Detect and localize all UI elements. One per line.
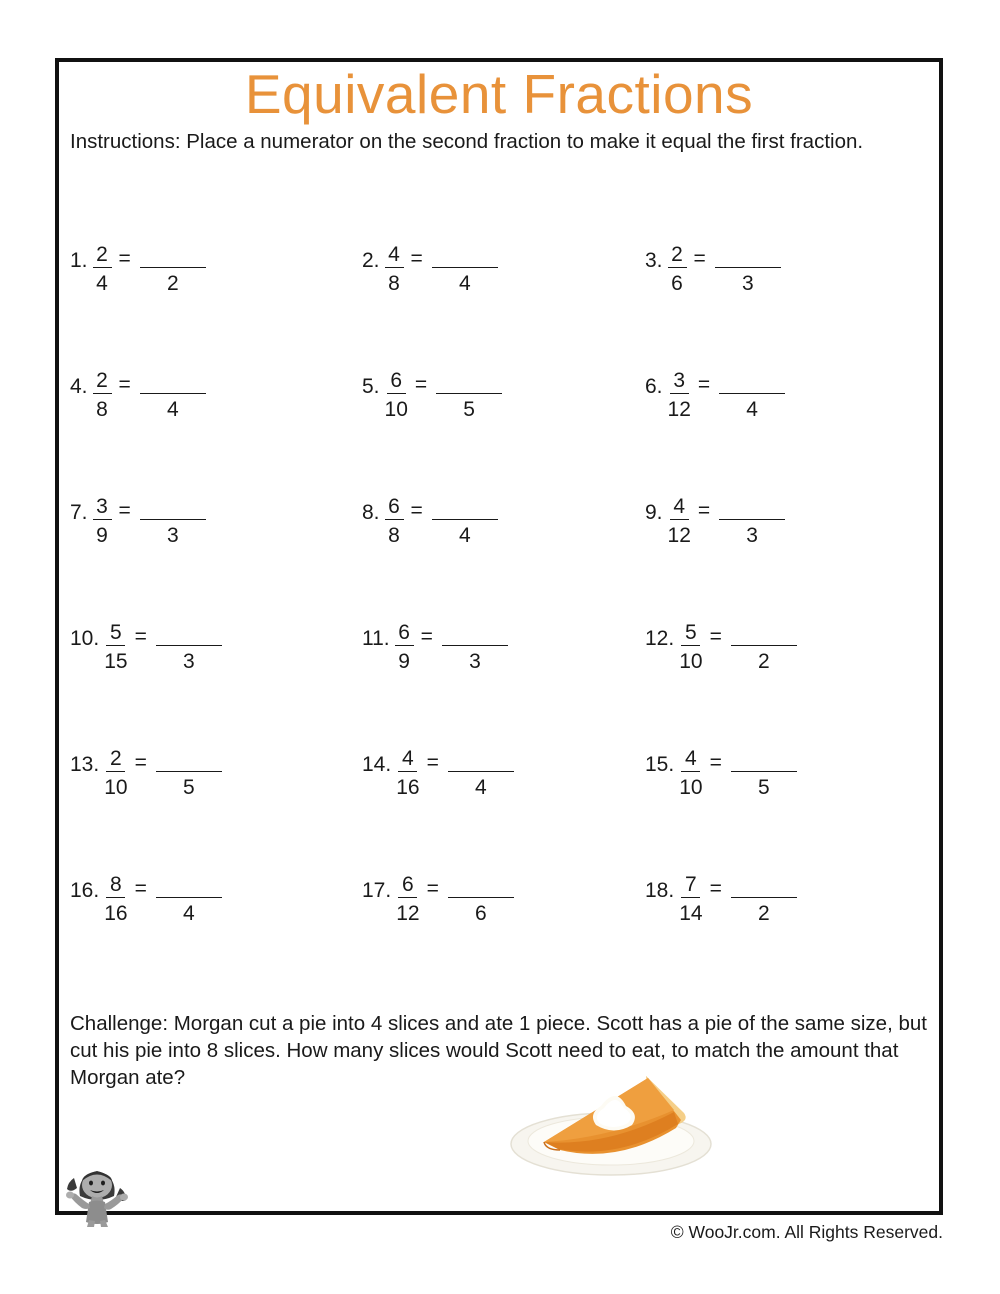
given-fraction bbox=[679, 748, 702, 799]
problem-row bbox=[70, 748, 950, 874]
answer-numerator-blank[interactable] bbox=[156, 748, 222, 772]
answer-numerator-blank[interactable] bbox=[731, 622, 797, 646]
answer-denominator: 2 bbox=[166, 272, 179, 295]
given-denominator: 14 bbox=[679, 902, 703, 925]
problem-grid bbox=[70, 244, 950, 974]
page-title: Equivalent Fractions bbox=[244, 63, 754, 125]
answer-denominator: 5 bbox=[463, 398, 475, 421]
given-fraction bbox=[104, 622, 127, 673]
given-numerator: 2 bbox=[668, 244, 687, 268]
problem-11 bbox=[362, 622, 508, 673]
answer-denominator: 3 bbox=[746, 524, 758, 547]
copyright-notice: © WooJr.com. All Rights Reserved. bbox=[670, 1222, 943, 1242]
given-numerator: 6 bbox=[385, 496, 404, 520]
equals-sign: = bbox=[134, 625, 147, 648]
given-numerator: 2 bbox=[93, 244, 112, 268]
problem-18 bbox=[645, 874, 797, 925]
answer-denominator: 3 bbox=[182, 650, 195, 673]
equals-sign: = bbox=[426, 751, 439, 774]
pie-slice-illustration bbox=[498, 1068, 724, 1180]
given-numerator: 4 bbox=[385, 244, 404, 268]
given-numerator: 3 bbox=[670, 370, 689, 394]
answer-fraction bbox=[432, 496, 498, 547]
answer-numerator-blank[interactable] bbox=[156, 622, 222, 646]
problem-13 bbox=[70, 748, 222, 799]
problem-number: 9. bbox=[645, 501, 663, 524]
given-numerator: 6 bbox=[395, 622, 414, 646]
answer-denominator: 4 bbox=[458, 524, 471, 547]
given-numerator: 4 bbox=[398, 748, 417, 772]
answer-numerator-blank[interactable] bbox=[448, 748, 514, 772]
equals-sign: = bbox=[709, 877, 722, 900]
answer-numerator-blank[interactable] bbox=[448, 874, 514, 898]
problem-8 bbox=[362, 496, 498, 547]
given-numerator: 4 bbox=[681, 748, 700, 772]
instructions-text: Instructions: Place a numerator on the second fraction to make it equal the first fraction. bbox=[70, 130, 864, 153]
given-fraction bbox=[395, 622, 414, 673]
answer-denominator: 5 bbox=[182, 776, 195, 799]
answer-fraction bbox=[448, 874, 514, 925]
problem-row bbox=[70, 244, 950, 370]
problem-number: 3. bbox=[645, 249, 663, 272]
answer-denominator: 5 bbox=[757, 776, 770, 799]
answer-numerator-blank[interactable] bbox=[140, 496, 206, 520]
problem-number: 17. bbox=[362, 879, 392, 902]
given-denominator: 8 bbox=[96, 398, 108, 421]
equals-sign: = bbox=[410, 499, 423, 522]
problem-row bbox=[70, 370, 950, 496]
given-denominator: 10 bbox=[679, 776, 703, 799]
given-denominator: 4 bbox=[96, 272, 108, 295]
given-fraction bbox=[668, 496, 691, 547]
given-numerator: 6 bbox=[387, 370, 406, 394]
given-fraction bbox=[679, 622, 702, 673]
problem-6 bbox=[645, 370, 785, 421]
answer-numerator-blank[interactable] bbox=[140, 370, 206, 394]
given-denominator: 8 bbox=[388, 524, 400, 547]
equals-sign: = bbox=[420, 625, 433, 648]
answer-denominator: 3 bbox=[741, 272, 754, 295]
answer-denominator: 2 bbox=[757, 650, 770, 673]
answer-fraction bbox=[436, 370, 502, 421]
problem-row bbox=[70, 496, 950, 622]
problem-1 bbox=[70, 244, 206, 295]
given-fraction bbox=[396, 874, 419, 925]
given-fraction bbox=[93, 370, 112, 421]
given-numerator: 2 bbox=[93, 370, 112, 394]
equals-sign: = bbox=[414, 373, 428, 396]
given-fraction bbox=[668, 370, 691, 421]
answer-numerator-blank[interactable] bbox=[442, 622, 508, 646]
answer-fraction bbox=[140, 244, 206, 295]
problem-12 bbox=[645, 622, 797, 673]
problem-16 bbox=[70, 874, 222, 925]
answer-denominator: 3 bbox=[469, 650, 481, 673]
given-denominator: 16 bbox=[104, 902, 128, 925]
answer-numerator-blank[interactable] bbox=[719, 496, 785, 520]
answer-denominator: 3 bbox=[166, 524, 179, 547]
problem-number: 11. bbox=[362, 627, 390, 650]
given-fraction bbox=[385, 370, 408, 421]
problem-number: 12. bbox=[645, 627, 675, 650]
given-fraction bbox=[385, 496, 404, 547]
given-numerator: 6 bbox=[398, 874, 417, 898]
answer-denominator: 6 bbox=[474, 902, 487, 925]
problem-row bbox=[70, 874, 950, 1000]
given-denominator: 12 bbox=[667, 524, 691, 547]
answer-numerator-blank[interactable] bbox=[719, 370, 785, 394]
equals-sign: = bbox=[693, 247, 706, 270]
answer-denominator: 4 bbox=[166, 398, 179, 421]
given-fraction bbox=[104, 748, 127, 799]
answer-denominator: 4 bbox=[746, 398, 758, 421]
given-numerator: 4 bbox=[670, 496, 689, 520]
answer-fraction bbox=[731, 874, 797, 925]
answer-fraction bbox=[448, 748, 514, 799]
answer-fraction bbox=[140, 496, 206, 547]
problem-number: 18. bbox=[645, 879, 675, 902]
answer-numerator-blank[interactable] bbox=[432, 496, 498, 520]
problem-2 bbox=[362, 244, 498, 295]
equals-sign: = bbox=[134, 877, 147, 900]
problem-number: 1. bbox=[70, 249, 88, 272]
equals-sign: = bbox=[118, 247, 131, 270]
equals-sign: = bbox=[709, 625, 722, 648]
equals-sign: = bbox=[410, 247, 423, 270]
problem-number: 7. bbox=[70, 501, 88, 524]
problem-number: 6. bbox=[645, 375, 663, 398]
answer-fraction bbox=[156, 874, 222, 925]
answer-fraction bbox=[731, 748, 797, 799]
problem-number: 16. bbox=[70, 879, 100, 902]
problem-10 bbox=[70, 622, 222, 673]
given-fraction bbox=[668, 244, 687, 295]
answer-numerator-blank[interactable] bbox=[156, 874, 222, 898]
problem-number: 10. bbox=[70, 627, 100, 650]
answer-fraction bbox=[156, 622, 222, 673]
answer-numerator-blank[interactable] bbox=[436, 370, 502, 394]
answer-denominator: 2 bbox=[757, 902, 770, 925]
given-denominator: 10 bbox=[679, 650, 703, 673]
answer-fraction bbox=[715, 244, 781, 295]
given-numerator: 2 bbox=[106, 748, 125, 772]
answer-numerator-blank[interactable] bbox=[731, 748, 797, 772]
equals-sign: = bbox=[697, 373, 711, 396]
equals-sign: = bbox=[697, 499, 711, 522]
answer-numerator-blank[interactable] bbox=[432, 244, 498, 268]
answer-denominator: 4 bbox=[182, 902, 195, 925]
given-numerator: 8 bbox=[106, 874, 125, 898]
answer-denominator: 4 bbox=[474, 776, 487, 799]
answer-denominator: 4 bbox=[458, 272, 471, 295]
equals-sign: = bbox=[118, 373, 131, 396]
problem-number: 14. bbox=[362, 753, 392, 776]
challenge-text: Challenge: Morgan cut a pie into 4 slices and ate 1 piece. Scott has a pie of the same size, but cut his pie into 8 slices. How many slices would Scott need to eat, to match the amount that Morgan ate? bbox=[70, 1012, 927, 1089]
given-denominator: 12 bbox=[396, 902, 420, 925]
problem-7 bbox=[70, 496, 206, 547]
given-denominator: 9 bbox=[96, 524, 108, 547]
given-fraction bbox=[679, 874, 702, 925]
problem-number: 15. bbox=[645, 753, 675, 776]
given-fraction bbox=[104, 874, 127, 925]
problem-number: 13. bbox=[70, 753, 100, 776]
given-denominator: 9 bbox=[398, 650, 410, 673]
problem-row bbox=[70, 622, 950, 748]
problem-number: 8. bbox=[362, 501, 380, 524]
problem-4 bbox=[70, 370, 206, 421]
given-denominator: 8 bbox=[388, 272, 400, 295]
mascot-illustration bbox=[62, 1152, 132, 1227]
problem-14 bbox=[362, 748, 514, 799]
given-denominator: 15 bbox=[104, 650, 128, 673]
given-fraction bbox=[396, 748, 419, 799]
equals-sign: = bbox=[118, 499, 131, 522]
given-fraction bbox=[93, 496, 112, 547]
answer-numerator-blank[interactable] bbox=[731, 874, 797, 898]
answer-fraction bbox=[442, 622, 508, 673]
given-fraction bbox=[385, 244, 404, 295]
answer-fraction bbox=[156, 748, 222, 799]
equals-sign: = bbox=[709, 751, 722, 774]
answer-fraction bbox=[719, 496, 785, 547]
problem-number: 4. bbox=[70, 375, 88, 398]
given-denominator: 10 bbox=[104, 776, 128, 799]
given-denominator: 10 bbox=[384, 398, 408, 421]
given-numerator: 3 bbox=[93, 496, 112, 520]
given-numerator: 5 bbox=[106, 622, 125, 646]
problem-5 bbox=[362, 370, 502, 421]
answer-fraction bbox=[719, 370, 785, 421]
problem-15 bbox=[645, 748, 797, 799]
answer-fraction bbox=[731, 622, 797, 673]
given-denominator: 16 bbox=[396, 776, 420, 799]
problem-3 bbox=[645, 244, 781, 295]
problem-17 bbox=[362, 874, 514, 925]
equals-sign: = bbox=[426, 877, 439, 900]
answer-fraction bbox=[140, 370, 206, 421]
given-numerator: 7 bbox=[681, 874, 700, 898]
problem-number: 5. bbox=[362, 375, 380, 398]
problem-9 bbox=[645, 496, 785, 547]
problem-number: 2. bbox=[362, 249, 380, 272]
given-fraction bbox=[93, 244, 112, 295]
answer-numerator-blank[interactable] bbox=[140, 244, 206, 268]
given-denominator: 12 bbox=[667, 398, 691, 421]
answer-fraction bbox=[432, 244, 498, 295]
answer-numerator-blank[interactable] bbox=[715, 244, 781, 268]
given-denominator: 6 bbox=[671, 272, 683, 295]
equals-sign: = bbox=[134, 751, 147, 774]
given-numerator: 5 bbox=[681, 622, 700, 646]
